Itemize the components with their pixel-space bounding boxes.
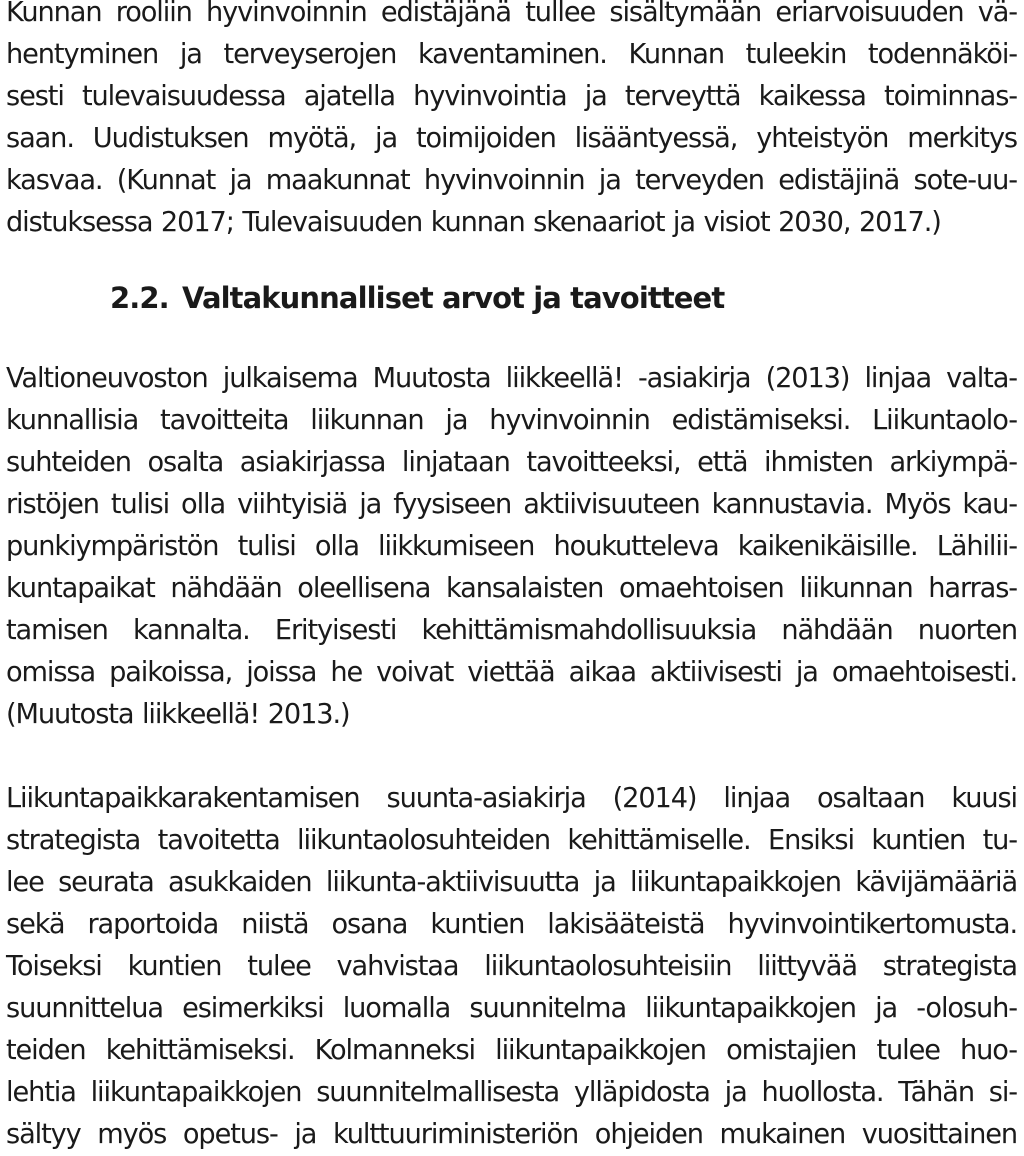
text-line: lee seurata asukkaiden liikunta-aktiivisuutta ja liikuntapaikkojen kävijämääriä [6,867,1017,898]
text-line: sesti tulevaisuudessa ajatella hyvinvointia ja terveyttä kaikessa toiminnas- [6,81,1017,112]
text-line: tamisen kannalta. Erityisesti kehittämismahdollisuuksia nähdään nuorten [6,615,1017,646]
text-line: hentyminen ja terveyserojen kaventaminen. Kunnan tuleekin todennäköi- [6,39,1017,70]
section-title: Valtakunnalliset arvot ja tavoitteet [182,281,725,315]
text-line: sekä raportoida niistä osana kuntien lakisääteistä hyvinvointikertomusta. [6,909,1017,940]
text-line: suhteiden osalta asiakirjassa linjataan tavoitteeksi, että ihmisten arkiympä- [6,447,1017,478]
text-line: (Muutosta liikkeellä! 2013.) [6,699,350,730]
text-line: Kunnan rooliin hyvinvoinnin edistäjänä tullee sisältymään eriarvoisuuden vä- [6,0,1017,28]
text-line: Toiseksi kuntien tulee vahvistaa liikuntaolosuhteisiin liittyvää strategista [6,951,1017,982]
text-line: kuntapaikat nähdään oleellisena kansalaisten omaehtoisen liikunnan harras- [6,573,1017,604]
section-heading [110,276,724,320]
text-line: Liikuntapaikkarakentamisen suunta-asiakirja (2014) linjaa osaltaan kuusi [6,783,1017,814]
text-line: saan. Uudistuksen myötä, ja toimijoiden lisääntyessä, yhteistyön merkitys [6,123,1017,154]
text-line: kunnallisia tavoitteita liikunnan ja hyvinvoinnin edistämiseksi. Liikuntaolo- [6,405,1017,436]
text-line: teiden kehittämiseksi. Kolmanneksi liikuntapaikkojen omistajien tulee huo- [6,1035,1017,1066]
text-line: suunnittelua esimerkiksi luomalla suunnitelma liikuntapaikkojen ja -olosuh- [6,993,1017,1024]
text-line: Valtioneuvoston julkaisema Muutosta liikkeellä! -asiakirja (2013) linjaa valta- [6,363,1017,394]
text-line: kasvaa. (Kunnat ja maakunnat hyvinvoinnin ja terveyden edistäjinä sote-uu- [6,165,1017,196]
text-line: distuksessa 2017; Tulevaisuuden kunnan skenaariot ja visiot 2030, 2017.) [6,207,941,238]
text-line: omissa paikoissa, joissa he voivat viettää aikaa aktiivisesti ja omaehtoisesti. [6,657,1017,688]
text-line: ristöjen tulisi olla viihtyisiä ja fyysiseen aktiivisuuteen kannustavia. Myös kau- [6,489,1017,520]
text-line: lehtia liikuntapaikkojen suunnitelmallisesta ylläpidosta ja huollosta. Tähän si- [6,1077,1017,1108]
text-line: punkiympäristön tulisi olla liikkumiseen houkutteleva kaikenikäisille. Lähilii- [6,531,1017,562]
section-number: 2.2. [110,281,169,315]
text-line: strategista tavoitetta liikuntaolosuhteiden kehittämiselle. Ensiksi kuntien tu- [6,825,1017,856]
text-line: sältyy myös opetus- ja kulttuuriministeriön ohjeiden mukainen vuosittainen [6,1119,1017,1150]
